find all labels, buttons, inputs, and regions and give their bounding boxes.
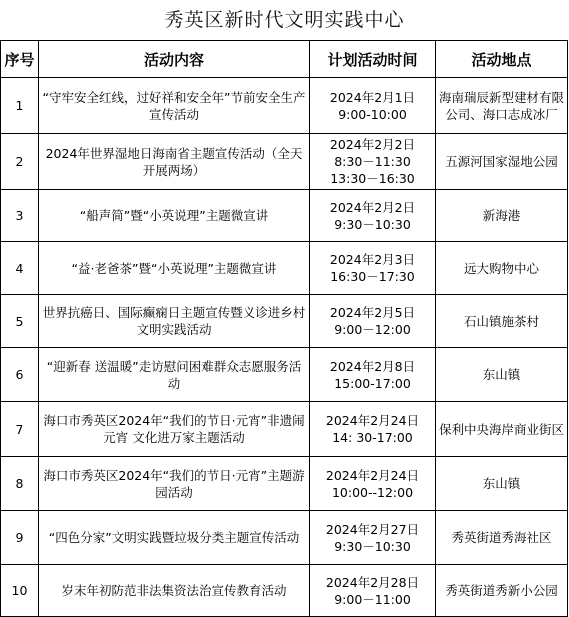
activity-date: 2024年2月2日 [329, 199, 416, 215]
activity-date: 2024年2月8日 [329, 358, 416, 374]
table-row [1, 242, 568, 295]
table-row [1, 295, 568, 348]
row-number: 4 [1, 242, 39, 295]
activity-location: 远大购物中心 [436, 242, 568, 295]
activity-schedule-table [0, 40, 568, 617]
activity-time [310, 242, 436, 295]
activity-content: 岁末年初防范非法集资法治宣传教育活动 [39, 565, 310, 617]
activity-time [310, 348, 436, 402]
activity-time-range: 15:00-17:00 [334, 375, 411, 391]
activity-time [310, 78, 436, 134]
activity-content: “守牢安全红线，过好祥和安全年”节前安全生产宣传活动 [39, 78, 310, 134]
activity-location: 保利中央海岸商业街区 [436, 402, 568, 457]
activity-date: 2024年2月5日 [329, 305, 416, 320]
activity-date: 2024年2月2日 [329, 137, 416, 152]
activity-content: “益·老爸茶”暨“小英说理”主题微宣讲 [39, 242, 310, 295]
header-time: 计划活动时间 [310, 41, 436, 78]
activity-time-range: 10:00--12:00 [331, 484, 414, 500]
activity-location: 东山镇 [436, 457, 568, 511]
header-content: 活动内容 [39, 41, 310, 78]
activity-date: 2024年2月24日 [325, 467, 420, 483]
activity-time-range: 9:00－12:00 [334, 322, 411, 337]
header-number: 序号 [1, 41, 39, 78]
table-row [1, 348, 568, 402]
activity-time-range: 9:00－11:00 [334, 591, 411, 607]
activity-time-range: 9:30－10:30 [334, 216, 411, 232]
row-number: 1 [1, 78, 39, 134]
activity-time-range: 16:30－17:30 [330, 269, 415, 284]
activity-content: 海口市秀英区2024年“我们的节日·元宵”非遗闹元宵 文化进万家主题活动 [39, 402, 310, 457]
activity-content: 海口市秀英区2024年“我们的节日·元宵”主题游园活动 [39, 457, 310, 511]
activity-date: 2024年2月28日 [325, 574, 420, 590]
activity-location: 新海港 [436, 190, 568, 242]
row-number: 8 [1, 457, 39, 511]
activity-time-range: 13:30－16:30 [330, 171, 415, 186]
row-number: 3 [1, 190, 39, 242]
table-header-row [1, 41, 568, 78]
activity-time [310, 565, 436, 617]
activity-location: 石山镇施茶村 [436, 295, 568, 348]
table-row [1, 511, 568, 565]
activity-location: 秀英街道秀新小公园 [436, 565, 568, 617]
activity-location: 秀英街道秀海社区 [436, 511, 568, 565]
activity-content: “船声简”暨“小英说理”主题微宣讲 [39, 190, 310, 242]
table-row [1, 565, 568, 617]
activity-date: 2024年2月27日 [325, 521, 420, 537]
row-number: 2 [1, 134, 39, 190]
row-number: 9 [1, 511, 39, 565]
activity-content: “四色分家”文明实践暨垃圾分类主题宣传活动 [39, 511, 310, 565]
activity-date: 2024年2月1日 [329, 89, 416, 105]
table-row [1, 402, 568, 457]
activity-date: 2024年2月3日 [329, 252, 416, 267]
table-body [1, 78, 568, 617]
table-row [1, 190, 568, 242]
row-number: 7 [1, 402, 39, 457]
activity-time-range: 8:30－11:30 [334, 154, 411, 169]
activity-time-range: 9:30－10:30 [334, 538, 411, 554]
activity-content: 2024年世界湿地日海南省主题宣传活动（全天开展两场） [39, 134, 310, 190]
activity-content: 世界抗癌日、国际癫痫日主题宣传暨义诊进乡村文明实践活动 [39, 295, 310, 348]
table-row [1, 457, 568, 511]
activity-location: 五源河国家湿地公园 [436, 134, 568, 190]
activity-time [310, 511, 436, 565]
activity-time [310, 457, 436, 511]
activity-location: 海南瑞辰新型建材有限公司、海口志成冰厂 [436, 78, 568, 134]
row-number: 10 [1, 565, 39, 617]
activity-time [310, 190, 436, 242]
table-row [1, 134, 568, 190]
activity-time-range: 9:00-10:00 [338, 106, 407, 122]
activity-content: “迎新春 送温暖”走访慰问困难群众志愿服务活动 [39, 348, 310, 402]
activity-date: 2024年2月24日 [325, 413, 420, 428]
activity-time [310, 295, 436, 348]
activity-time-range: 14: 30-17:00 [332, 430, 413, 445]
header-location: 活动地点 [436, 41, 568, 78]
row-number: 5 [1, 295, 39, 348]
page-title: 秀英区新时代文明实践中心 [164, 9, 405, 31]
activity-time [310, 402, 436, 457]
row-number: 6 [1, 348, 39, 402]
activity-time [310, 134, 436, 190]
activity-location: 东山镇 [436, 348, 568, 402]
table-row [1, 78, 568, 134]
